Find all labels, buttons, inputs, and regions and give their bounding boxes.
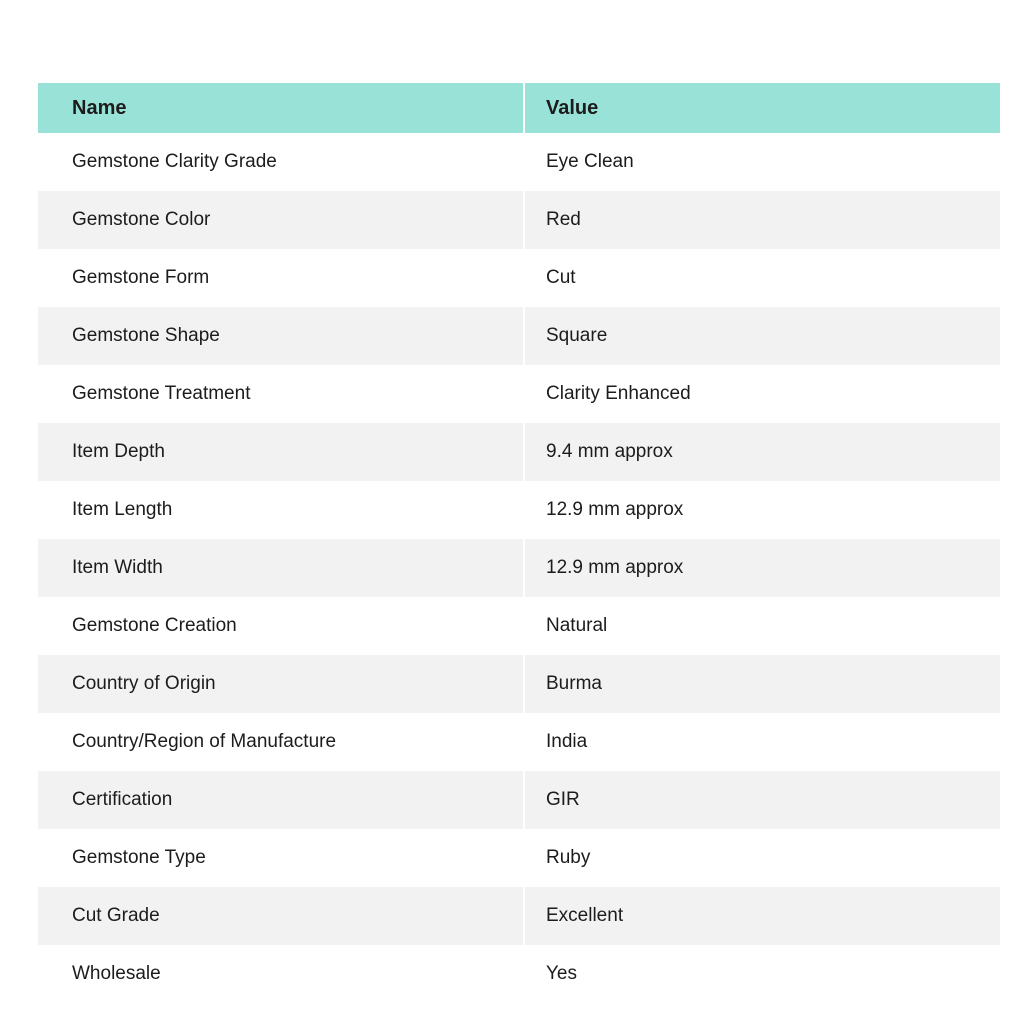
row-name-cell: Item Length bbox=[38, 481, 525, 539]
row-value-cell: Burma bbox=[546, 673, 602, 694]
row-name-cell: Wholesale bbox=[38, 945, 525, 1003]
item-specifics-table bbox=[38, 83, 1000, 1003]
row-value-cell: 12.9 mm approx bbox=[546, 557, 684, 578]
table-row bbox=[38, 713, 1000, 771]
row-value-cell: Yes bbox=[546, 963, 577, 984]
header-value-cell: Value bbox=[546, 96, 599, 119]
row-name-cell: Country of Origin bbox=[38, 655, 525, 713]
table-row bbox=[38, 249, 1000, 307]
table-row bbox=[38, 829, 1000, 887]
table-row bbox=[38, 133, 1000, 191]
row-value-cell: Clarity Enhanced bbox=[546, 383, 691, 404]
row-name-cell: Cut Grade bbox=[38, 887, 525, 945]
row-name-cell: Gemstone Creation bbox=[38, 597, 525, 655]
row-value-cell: Natural bbox=[546, 615, 608, 636]
row-value-cell: Cut bbox=[546, 267, 576, 288]
row-value-cell: 12.9 mm approx bbox=[546, 499, 684, 520]
table-row bbox=[38, 945, 1000, 1003]
table-row bbox=[38, 481, 1000, 539]
row-name-cell: Gemstone Clarity Grade bbox=[38, 133, 525, 191]
table-row bbox=[38, 597, 1000, 655]
row-value-cell: Ruby bbox=[546, 847, 591, 868]
header-name-cell: Name bbox=[38, 83, 525, 133]
table-row bbox=[38, 887, 1000, 945]
table-header-row bbox=[38, 83, 1000, 133]
row-value-cell: 9.4 mm approx bbox=[546, 441, 673, 462]
row-value-cell: Excellent bbox=[546, 905, 624, 926]
table-row bbox=[38, 307, 1000, 365]
row-name-cell: Gemstone Form bbox=[38, 249, 525, 307]
row-name-cell: Gemstone Color bbox=[38, 191, 525, 249]
row-value-cell: Eye Clean bbox=[546, 151, 634, 172]
row-name-cell: Item Depth bbox=[38, 423, 525, 481]
table-row bbox=[38, 655, 1000, 713]
table-row bbox=[38, 365, 1000, 423]
row-value-cell: Square bbox=[546, 325, 608, 346]
table-row bbox=[38, 539, 1000, 597]
row-value-cell: Red bbox=[546, 209, 581, 230]
table-row bbox=[38, 423, 1000, 481]
row-name-cell: Country/Region of Manufacture bbox=[38, 713, 525, 771]
row-name-cell: Certification bbox=[38, 771, 525, 829]
table-row bbox=[38, 771, 1000, 829]
row-value-cell: GIR bbox=[546, 789, 580, 810]
table-row bbox=[38, 191, 1000, 249]
row-name-cell: Gemstone Shape bbox=[38, 307, 525, 365]
row-name-cell: Item Width bbox=[38, 539, 525, 597]
row-value-cell: India bbox=[546, 731, 588, 752]
row-name-cell: Gemstone Treatment bbox=[38, 365, 525, 423]
row-name-cell: Gemstone Type bbox=[38, 829, 525, 887]
